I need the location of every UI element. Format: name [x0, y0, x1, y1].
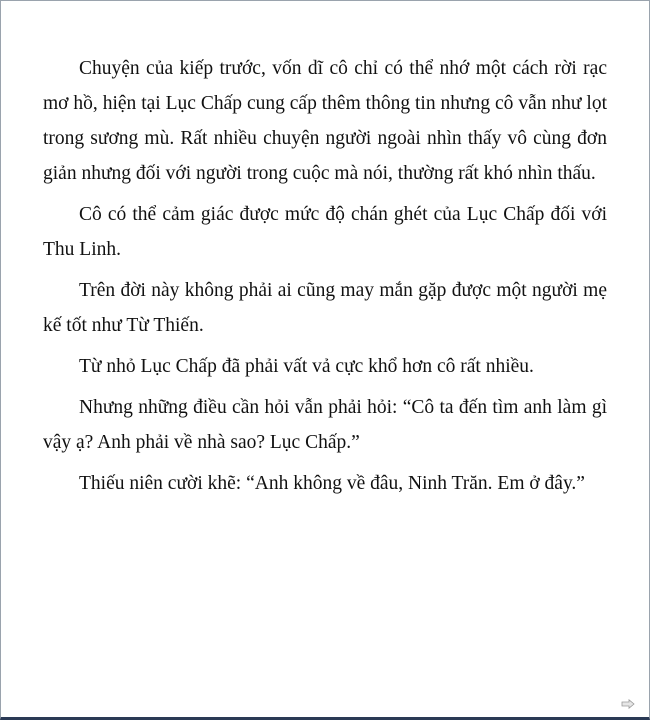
paragraph-5: Nhưng những điều cần hỏi vẫn phải hỏi: “Cô ta đến tìm anh làm gì vậy ạ? Anh phải về nhà sao? Lục Chấp.”	[43, 397, 607, 453]
paragraph-4: Từ nhỏ Lục Chấp đã phải vất vả cực khổ hơn cô rất nhiều.	[79, 356, 534, 377]
paragraph-6: Thiếu niên cười khẽ: “Anh không về đâu, Ninh Trăn. Em ở đây.”	[79, 473, 585, 494]
paragraph-3: Trên đời này không phải ai cũng may mắn gặp được một người mẹ kế tốt như Từ Thiến.	[43, 280, 607, 336]
arrow-right-icon[interactable]	[621, 699, 635, 709]
paragraph-2: Cô có thể cảm giác được mức độ chán ghét của Lục Chấp đối với Thu Linh.	[43, 204, 607, 260]
document-page	[43, 51, 607, 507]
paragraph-1: Chuyện của kiếp trước, vốn dĩ cô chỉ có thể nhớ một cách rời rạc mơ hồ, hiện tại Lục Chấp cung cấp thêm thông tin nhưng cô vẫn như lọt trong sương mù. Rất nhiều chuyện người ngoài nhìn thấy vô cùng đơn giản nhưng đối với người trong cuộc mà nói, thường rất khó nhìn thấu.	[43, 58, 607, 184]
